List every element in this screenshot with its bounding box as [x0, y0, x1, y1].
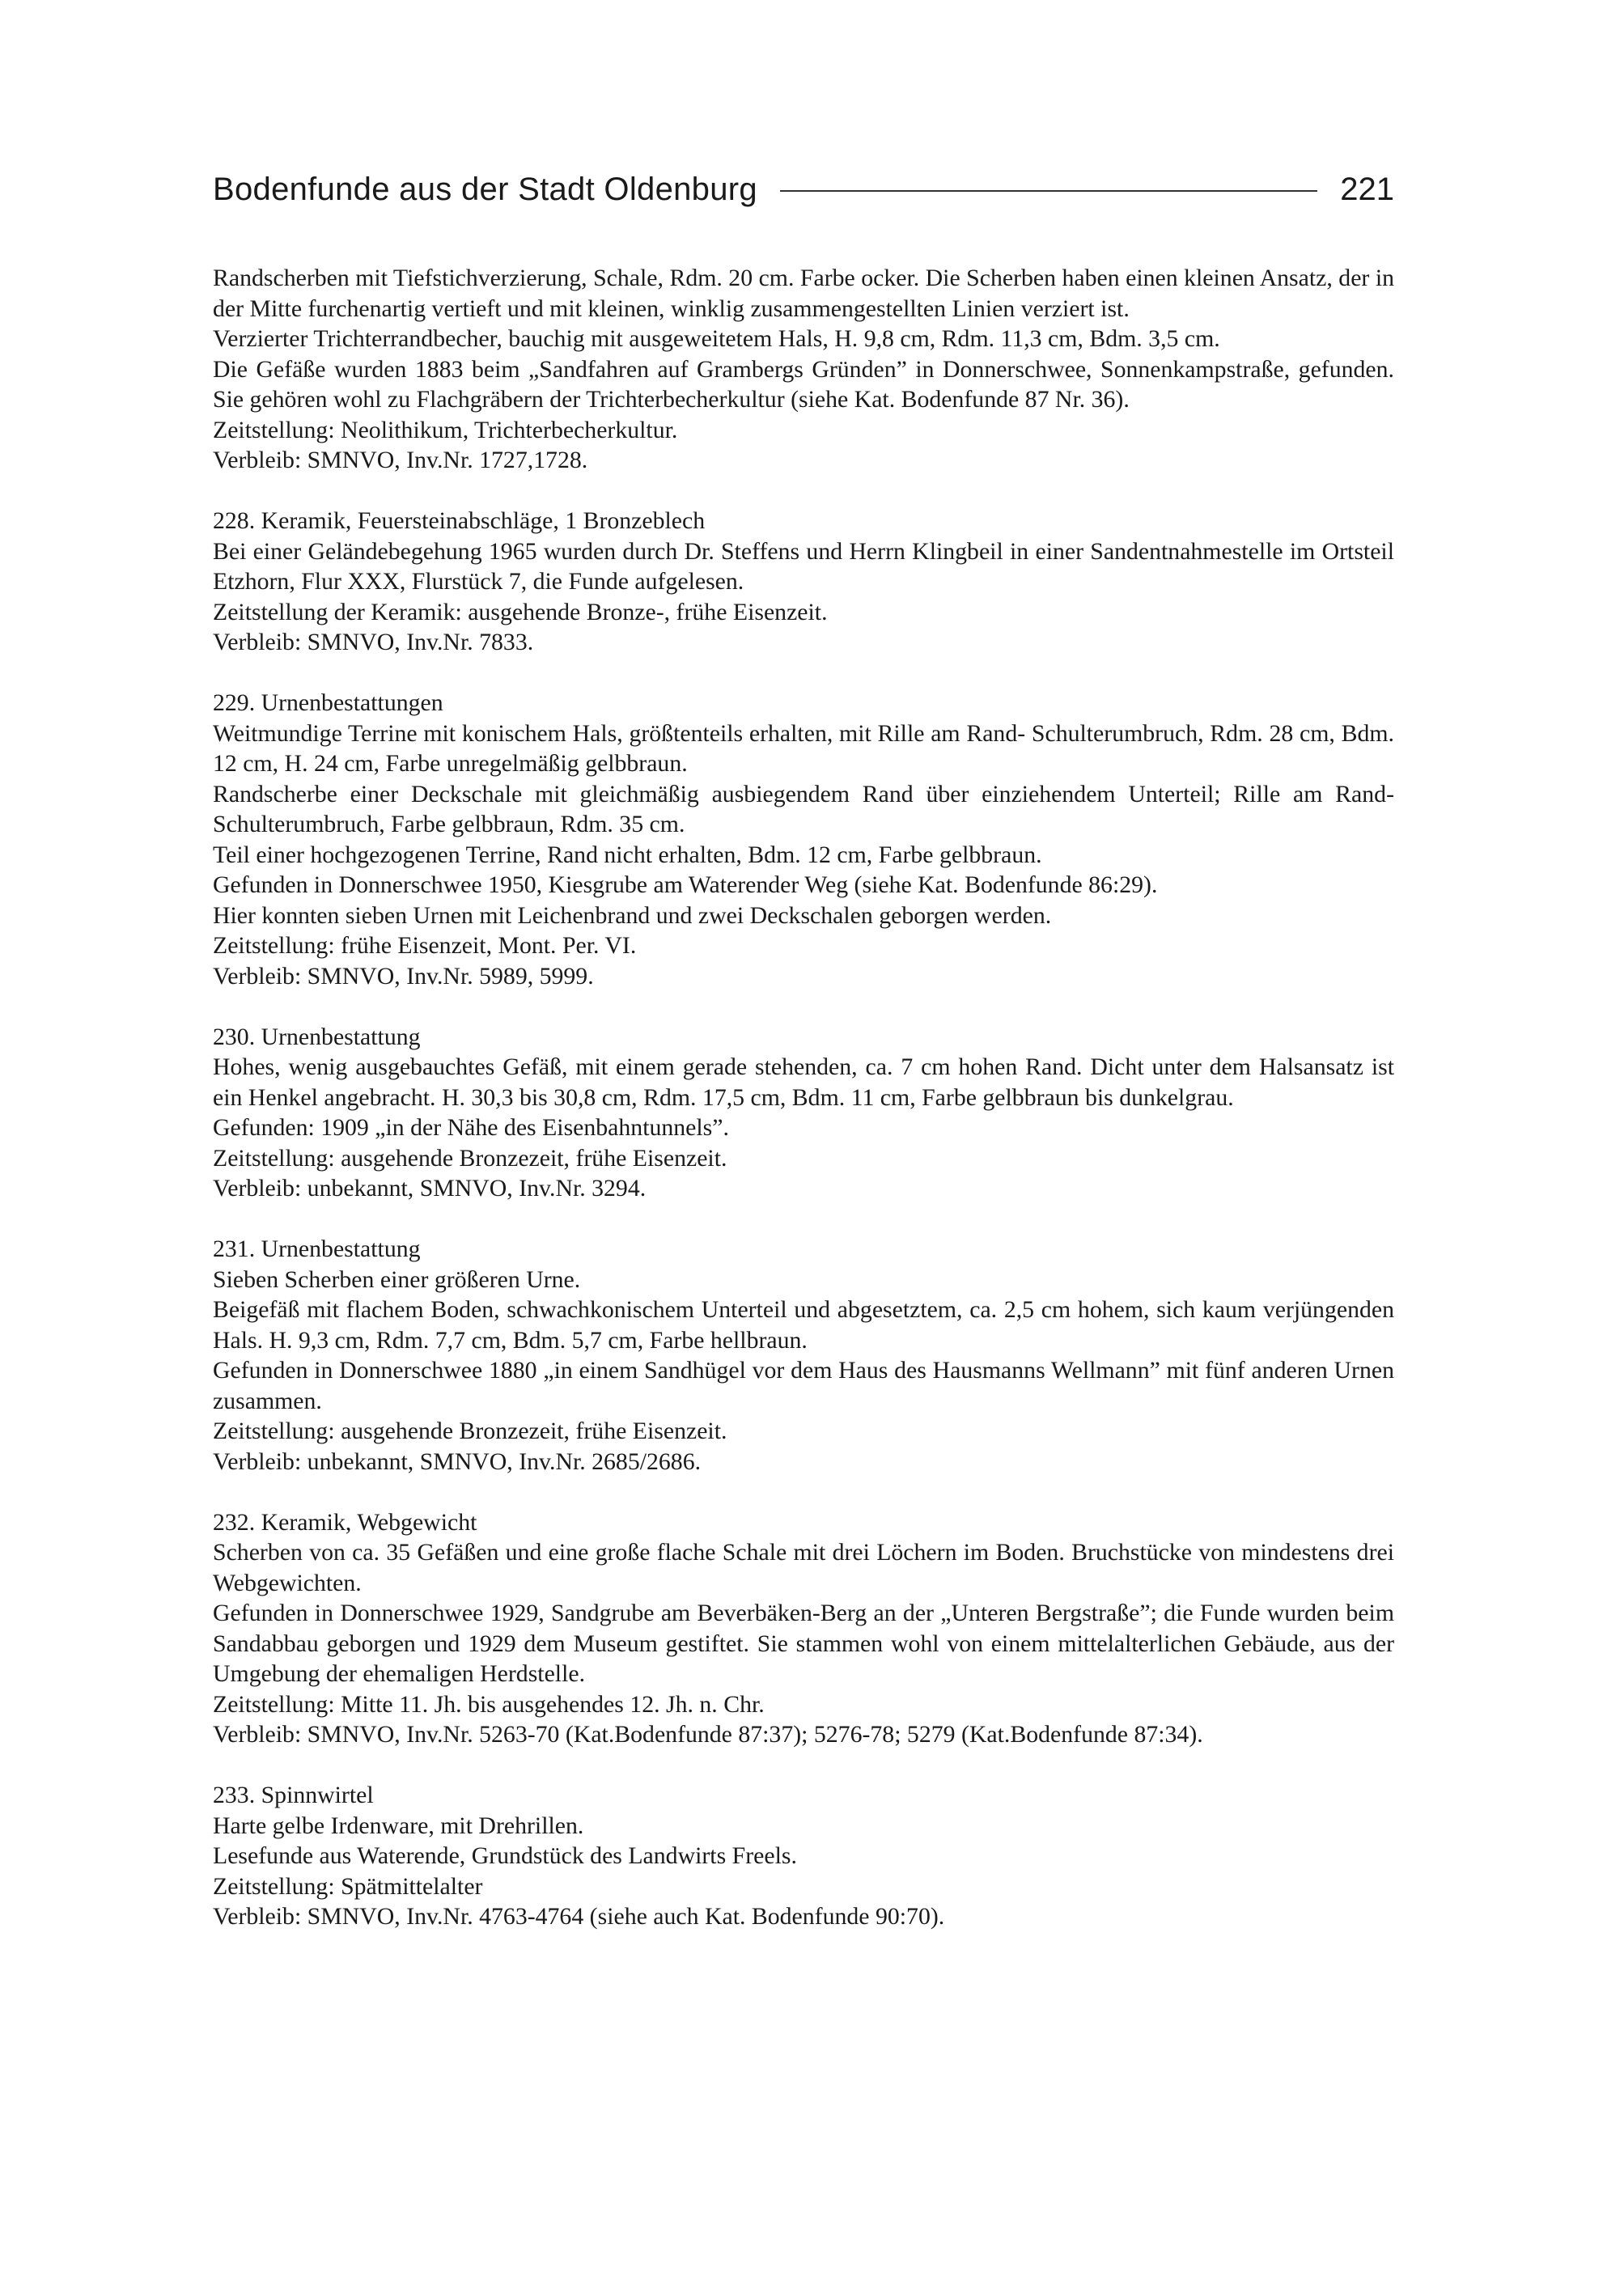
entry-paragraph: Hohes, wenig ausgebauchtes Gefäß, mit einem gerade stehenden, ca. 7 cm hohen Rand. Dicht unter dem Halsansatz ist ein Henkel angebracht. H. 30,3 bis 30,8 cm, Rdm. 17,5 cm, Bdm. 11 cm, Farbe gelbbraun bis dunkelgrau.	[213, 1053, 1394, 1111]
entry-paragraph: Gefunden in Donnerschwee 1929, Sandgrube am Beverbäken-Berg an der „Unteren Bergstraße”; die Funde wurden beim Sandabbau geborgen und 1929 dem Museum gestiftet. Sie stammen wohl von einem mittelalterlichen Gebäude, aus der Umgebung der ehemaligen Herdstelle.	[213, 1600, 1394, 1687]
entry-paragraph: Sieben Scherben einer größeren Urne.	[213, 1265, 581, 1293]
entry-title: 232. Keramik, Webgewicht	[213, 1508, 477, 1536]
entry-paragraph: Zeitstellung: ausgehende Bronzezeit, frühe Eisenzeit.	[213, 1144, 727, 1172]
catalog-entry-229	[213, 688, 1394, 991]
running-header	[213, 165, 1394, 214]
entry-title: 231. Urnenbestattung	[213, 1236, 421, 1262]
entry-paragraph: Zeitstellung: Spätmittelalter	[213, 1872, 483, 1900]
entry-paragraph: Verbleib: unbekannt, SMNVO, Inv.Nr. 2685/2686.	[213, 1447, 702, 1475]
entry-paragraph: Gefunden in Donnerschwee 1880 „in einem Sandhügel vor dem Haus des Hausmanns Wellmann” mit fünf anderen Urnen zusammen.	[213, 1357, 1394, 1414]
entry-title: 229. Urnenbestattungen	[213, 689, 443, 716]
intro-paragraph: Randscherben mit Tiefstichverzierung, Schale, Rdm. 20 cm. Farbe ocker. Die Scherben haben einen kleinen Ansatz, der in der Mitte furchenartig vertieft und mit kleinen, winklig zusammengestellten Linien verziert ist.	[213, 265, 1394, 322]
entry-paragraph: Zeitstellung der Keramik: ausgehende Bronze-, frühe Eisenzeit.	[213, 598, 828, 625]
catalog-entry-231	[213, 1234, 1394, 1477]
catalog-entry-230	[213, 1022, 1394, 1204]
entry-paragraph: Gefunden: 1909 „in der Nähe des Eisenbahntunnels”.	[213, 1114, 729, 1141]
entry-paragraph: Beigefäß mit flachem Boden, schwachkonischem Unterteil und abgesetztem, ca. 2,5 cm hohem, sich kaum verjüngenden Hals. H. 9,3 cm, Rdm. 7,7 cm, Bdm. 5,7 cm, Farbe hellbraun.	[213, 1296, 1394, 1354]
entry-paragraph: Gefunden in Donnerschwee 1950, Kiesgrube am Waterender Weg (siehe Kat. Bodenfunde 86:29).	[213, 871, 1158, 898]
entry-paragraph: Randscherbe einer Deckschale mit gleichmäßig ausbiegendem Rand über einziehendem Unterteil; Rille am Rand- Schulterumbruch, Farbe gelbbraun, Rdm. 35 cm.	[213, 780, 1394, 837]
intro-paragraph: Verbleib: SMNVO, Inv.Nr. 1727,1728.	[213, 447, 588, 473]
entry-paragraph: Verbleib: SMNVO, Inv.Nr. 4763-4764 (siehe auch Kat. Bodenfunde 90:70).	[213, 1903, 945, 1930]
entry-paragraph: Bei einer Geländebegehung 1965 wurden durch Dr. Steffens und Herrn Klingbeil in einer Sandentnahmestelle im Ortsteil Etzhorn, Flur XXX, Flurstück 7, die Funde aufgelesen.	[213, 537, 1394, 595]
intro-paragraph: Zeitstellung: Neolithikum, Trichterbecherkultur.	[213, 416, 678, 443]
entry-paragraph: Verbleib: SMNVO, Inv.Nr. 5989, 5999.	[213, 962, 594, 990]
entry-paragraph: Verbleib: SMNVO, Inv.Nr. 7833.	[213, 629, 534, 655]
catalog-entry-232	[213, 1507, 1394, 1750]
entry-paragraph: Hier konnten sieben Urnen mit Leichenbrand und zwei Deckschalen geborgen werden.	[213, 901, 1052, 929]
entry-paragraph: Lesefunde aus Waterende, Grundstück des Landwirts Freels.	[213, 1842, 797, 1869]
entry-paragraph: Zeitstellung: Mitte 11. Jh. bis ausgehendes 12. Jh. n. Chr.	[213, 1690, 765, 1718]
entry-paragraph: Zeitstellung: frühe Eisenzeit, Mont. Per. VI.	[213, 932, 637, 959]
entry-title: 228. Keramik, Feuersteinabschläge, 1 Bronzeblech	[213, 507, 706, 534]
running-title: Bodenfunde aus der Stadt Oldenburg	[213, 171, 757, 207]
entry-paragraph: Verbleib: SMNVO, Inv.Nr. 5263-70 (Kat.Bodenfunde 87:37); 5276-78; 5279 (Kat.Bodenfunde 87:34).	[213, 1721, 1203, 1748]
header-rule	[780, 190, 1317, 192]
entry-title: 233. Spinnwirtel	[213, 1782, 374, 1808]
entry-title: 230. Urnenbestattung	[213, 1023, 421, 1050]
entry-paragraph: Teil einer hochgezogenen Terrine, Rand nicht erhalten, Bdm. 12 cm, Farbe gelbbraun.	[213, 841, 1042, 868]
catalog-entry-233	[213, 1780, 1394, 1932]
entry-paragraph: Zeitstellung: ausgehende Bronzezeit, frühe Eisenzeit.	[213, 1418, 727, 1444]
intro-paragraph: Verzierter Trichterrandbecher, bauchig mit ausgeweitetem Hals, H. 9,8 cm, Rdm. 11,3 cm, Bdm. 3,5 cm.	[213, 325, 1220, 352]
entry-paragraph: Weitmundige Terrine mit konischem Hals, größtenteils erhalten, mit Rille am Rand- Schulterumbruch, Rdm. 28 cm, Bdm. 12 cm, H. 24 cm, Farbe unregelmäßig gelbbraun.	[213, 719, 1394, 777]
intro-paragraph: Die Gefäße wurden 1883 beim „Sandfahren auf Grambergs Gründen” in Donnerschwee, Sonnenkampstraße, gefunden. Sie gehören wohl zu Flachgräbern der Trichterbecherkultur (siehe Kat. Bodenfunde 87 Nr. 36).	[213, 355, 1394, 413]
body-text	[213, 263, 1394, 1932]
catalog-entry-228	[213, 506, 1394, 658]
entry-paragraph: Scherben von ca. 35 Gefäßen und eine große flache Schale mit drei Löchern im Boden. Bruchstücke von mindestens drei Webgewichten.	[213, 1539, 1394, 1596]
entry-paragraph: Verbleib: unbekannt, SMNVO, Inv.Nr. 3294.	[213, 1175, 647, 1202]
intro-block	[213, 263, 1394, 476]
entry-paragraph: Harte gelbe Irdenware, mit Drehrillen.	[213, 1812, 584, 1839]
page-number: 221	[1340, 171, 1394, 207]
